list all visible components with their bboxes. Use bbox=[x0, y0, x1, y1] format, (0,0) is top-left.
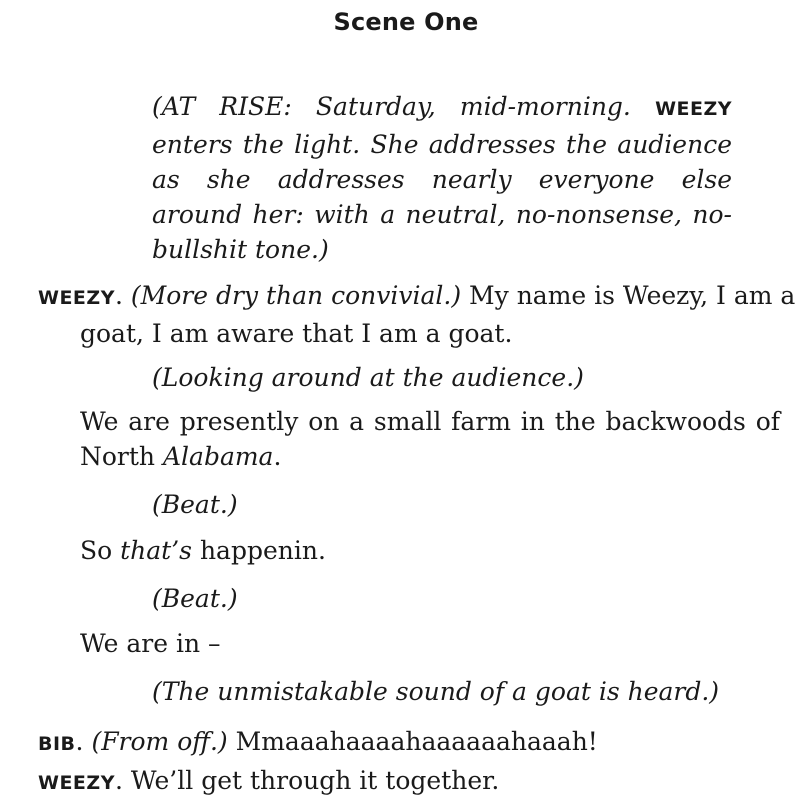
dialogue-farm bbox=[80, 404, 780, 474]
dialogue-text: Mmaaahaaaahaaaaaahaaah! bbox=[227, 727, 598, 756]
character-name-weezy: WEEZY bbox=[38, 772, 115, 794]
at-rise-lead: (AT RISE: Saturday, mid-morning. bbox=[152, 92, 631, 121]
dialogue-emphasis: Alabama bbox=[162, 442, 274, 471]
character-name-weezy: WEEZY bbox=[38, 287, 115, 309]
dialogue-weezy-1 bbox=[38, 278, 812, 351]
dialogue-end: . bbox=[273, 442, 282, 471]
stage-direction-goat-sound: (The unmistakable sound of a goat is heard.) bbox=[152, 677, 720, 706]
speaker-separator: . bbox=[75, 727, 92, 756]
parenthetical: (From off.) bbox=[91, 727, 228, 756]
character-name-weezy: WEEZY bbox=[655, 98, 733, 120]
scene-title: Scene One bbox=[333, 8, 479, 36]
dialogue-happenin bbox=[80, 533, 780, 568]
stage-direction-beat-1: (Beat.) bbox=[152, 490, 238, 519]
stage-direction-beat-2: (Beat.) bbox=[152, 584, 238, 613]
parenthetical: (More dry than convivial.) bbox=[130, 281, 462, 310]
dialogue-text: We’ll get through it together. bbox=[130, 766, 500, 795]
dialogue-weezy-2 bbox=[38, 763, 812, 801]
stage-direction-looking: (Looking around at the audience.) bbox=[152, 363, 584, 392]
speaker-separator: . bbox=[114, 766, 131, 795]
dialogue-text: My name is Weezy, I am a goat, I am aware that I am a goat. bbox=[80, 281, 796, 348]
stage-direction-at-rise bbox=[152, 89, 732, 267]
dialogue-we-are-in: We are in – bbox=[80, 629, 221, 658]
character-name-bib: BIB bbox=[38, 733, 76, 755]
dialogue-end: happenin. bbox=[192, 536, 326, 565]
speaker-separator: . bbox=[114, 281, 131, 310]
at-rise-rest: enters the light. She addresses the audience as she addresses nearly everyone else around her: with a neutral, no-nonsense, no-bullshit tone.) bbox=[152, 130, 732, 264]
dialogue-start: So bbox=[80, 536, 121, 565]
dialogue-text: We are presently on a small farm in the backwoods of North bbox=[80, 407, 780, 471]
dialogue-bib bbox=[38, 724, 812, 762]
dialogue-emphasis: that’s bbox=[120, 536, 192, 565]
